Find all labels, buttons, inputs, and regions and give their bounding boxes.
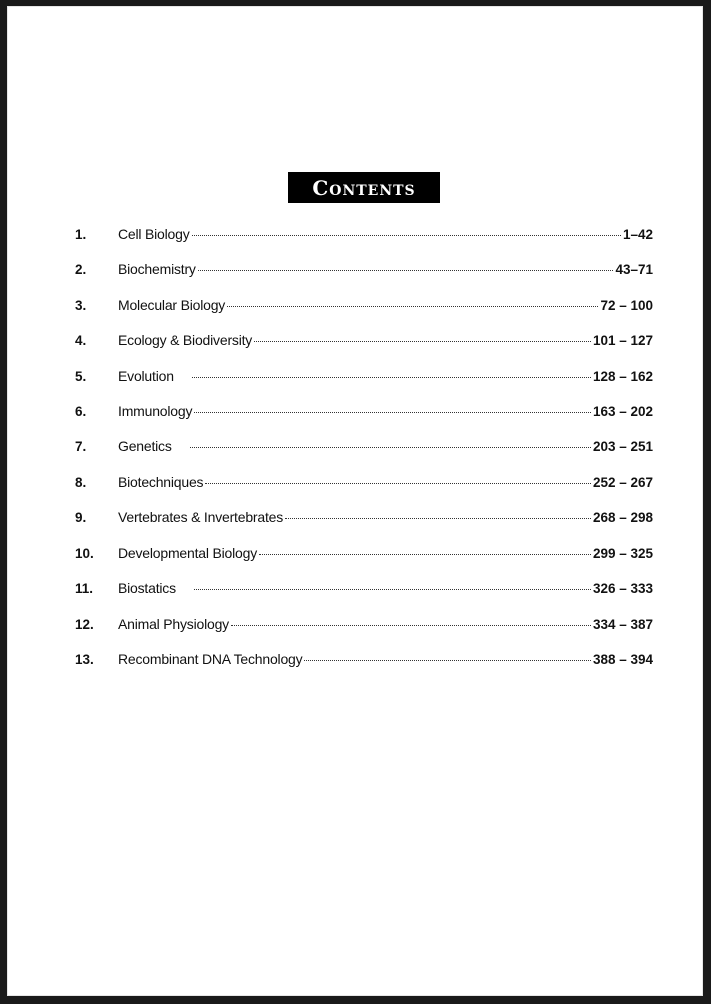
dot-leader (190, 447, 591, 448)
dot-leader (198, 270, 614, 271)
toc-entry-pages: 334 – 387 (592, 617, 653, 632)
toc-entry-number: 5. (75, 369, 87, 384)
toc-entry-pages: 1–42 (622, 227, 653, 242)
toc-entry-pages: 163 – 202 (592, 404, 653, 419)
toc-entry-title: Molecular Biology (118, 297, 226, 313)
toc-entry-title: Immunology (118, 403, 193, 419)
dot-leader (205, 483, 591, 484)
toc-entry-title: Biotechniques (118, 474, 204, 490)
toc-entry[interactable] (75, 332, 653, 352)
toc-entry-number: 7. (75, 439, 87, 454)
toc-entry-pages: 101 – 127 (592, 333, 653, 348)
toc-entry-title: Vertebrates & Invertebrates (118, 509, 284, 525)
toc-entry-number: 9. (75, 510, 87, 525)
dot-leader (259, 554, 591, 555)
toc-entry[interactable] (75, 368, 653, 388)
dot-leader (194, 412, 591, 413)
toc-entry[interactable] (75, 580, 653, 600)
dot-leader (304, 660, 591, 661)
toc-entry-title: Evolution (118, 368, 174, 384)
toc-entry[interactable] (75, 226, 653, 246)
toc-entry-title: Recombinant DNA Technology (118, 651, 303, 667)
document-page (7, 6, 703, 996)
toc-entry[interactable] (75, 651, 653, 671)
toc-entry[interactable] (75, 297, 653, 317)
toc-entry-number: 13. (75, 652, 94, 667)
dot-leader (192, 377, 591, 378)
dot-leader (227, 306, 598, 307)
toc-entry-number: 3. (75, 298, 87, 313)
toc-entry-pages: 326 – 333 (592, 581, 653, 596)
toc-entry-number: 11. (75, 581, 94, 596)
toc-entry[interactable] (75, 509, 653, 529)
toc-entry-number: 8. (75, 475, 87, 490)
toc-entry-pages: 72 – 100 (600, 298, 653, 313)
toc-entry-pages: 299 – 325 (592, 546, 653, 561)
table-of-contents (7, 6, 703, 996)
toc-entry[interactable] (75, 616, 653, 636)
dot-leader (254, 341, 591, 342)
toc-entry[interactable] (75, 403, 653, 423)
toc-entry-number: 1. (75, 227, 87, 242)
toc-entry-pages: 268 – 298 (592, 510, 653, 525)
toc-entry[interactable] (75, 261, 653, 281)
toc-entry-pages: 388 – 394 (592, 652, 653, 667)
toc-entry-number: 2. (75, 262, 87, 277)
toc-entry[interactable] (75, 438, 653, 458)
toc-entry[interactable] (75, 474, 653, 494)
toc-entry-title: Ecology & Biodiversity (118, 332, 253, 348)
toc-entry-pages: 43–71 (615, 262, 653, 277)
toc-entry-title: Developmental Biology (118, 545, 257, 561)
contents-heading: Contents (312, 175, 416, 200)
toc-entry-title: Animal Physiology (118, 616, 229, 632)
toc-entry[interactable] (75, 545, 653, 565)
dot-leader (231, 625, 591, 626)
toc-entry-pages: 203 – 251 (592, 439, 653, 454)
toc-entry-title: Genetics (118, 438, 172, 454)
toc-entry-number: 12. (75, 617, 94, 632)
toc-entry-number: 6. (75, 404, 87, 419)
dot-leader (192, 235, 621, 236)
toc-entry-number: 4. (75, 333, 87, 348)
toc-entry-pages: 252 – 267 (592, 475, 653, 490)
toc-entry-title: Biostatics (118, 580, 176, 596)
toc-entry-title: Biochemistry (118, 261, 196, 277)
toc-entry-pages: 128 – 162 (592, 369, 653, 384)
toc-entry-number: 10. (75, 546, 94, 561)
dot-leader (194, 589, 591, 590)
toc-entry-title: Cell Biology (118, 226, 190, 242)
dot-leader (285, 518, 591, 519)
